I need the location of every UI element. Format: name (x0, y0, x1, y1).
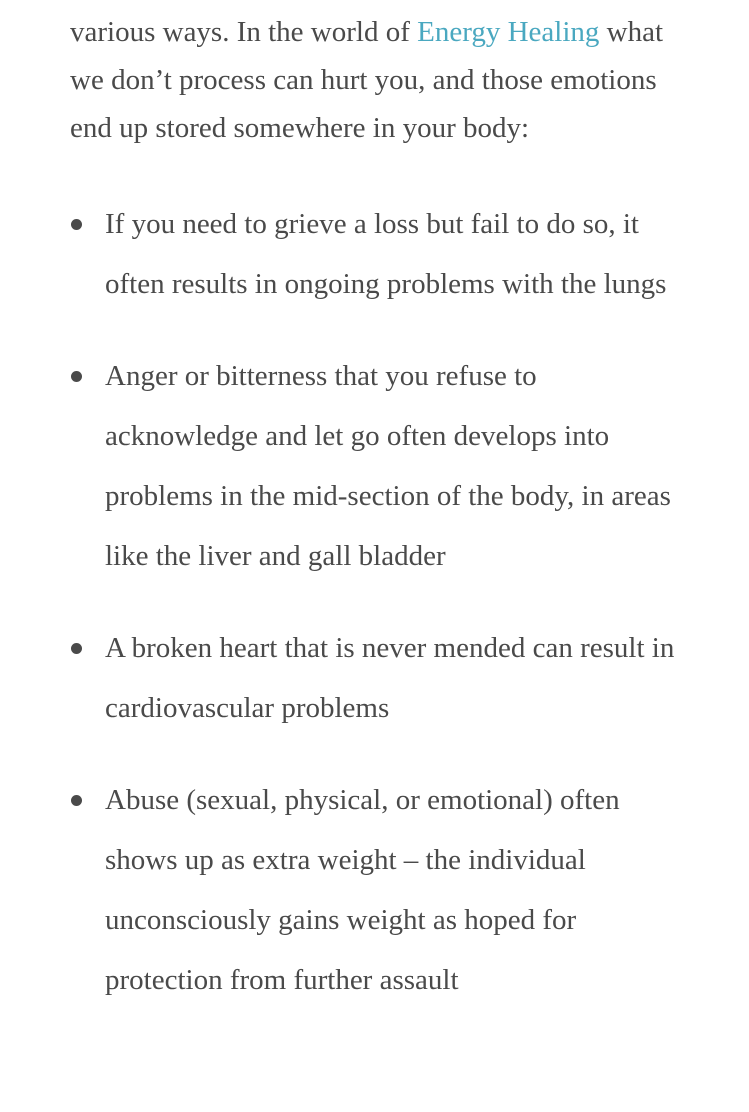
intro-paragraph (70, 8, 690, 152)
bullet-icon (71, 795, 82, 806)
energy-healing-link[interactable]: Energy Healing (417, 16, 600, 48)
bullet-icon (71, 643, 82, 654)
list-item-text: A broken heart that is never mended can result in cardiovascular problems (105, 632, 675, 724)
bullet-list (70, 194, 690, 1010)
bullet-icon (71, 371, 82, 382)
list-item-text: Anger or bitterness that you refuse to acknowledge and let go often develops into problems in the mid-section of the body, in areas like the liver and gall bladder (105, 360, 671, 572)
intro-text-after: what we don’t process can hurt you, and those emotions end up stored somewhere in your body: (70, 16, 664, 144)
intro-text-before: various ways. In the world of (70, 16, 418, 48)
list-item (70, 618, 690, 738)
list-item (70, 770, 690, 1010)
article-body (70, 8, 690, 1042)
bullet-icon (71, 219, 82, 230)
list-item (70, 194, 690, 314)
list-item-text: If you need to grieve a loss but fail to do so, it often results in ongoing problems with the lungs (105, 208, 667, 300)
list-item (70, 346, 690, 586)
list-item-text: Abuse (sexual, physical, or emotional) often shows up as extra weight – the individual unconsciously gains weight as hoped for protection from further assault (105, 784, 620, 996)
